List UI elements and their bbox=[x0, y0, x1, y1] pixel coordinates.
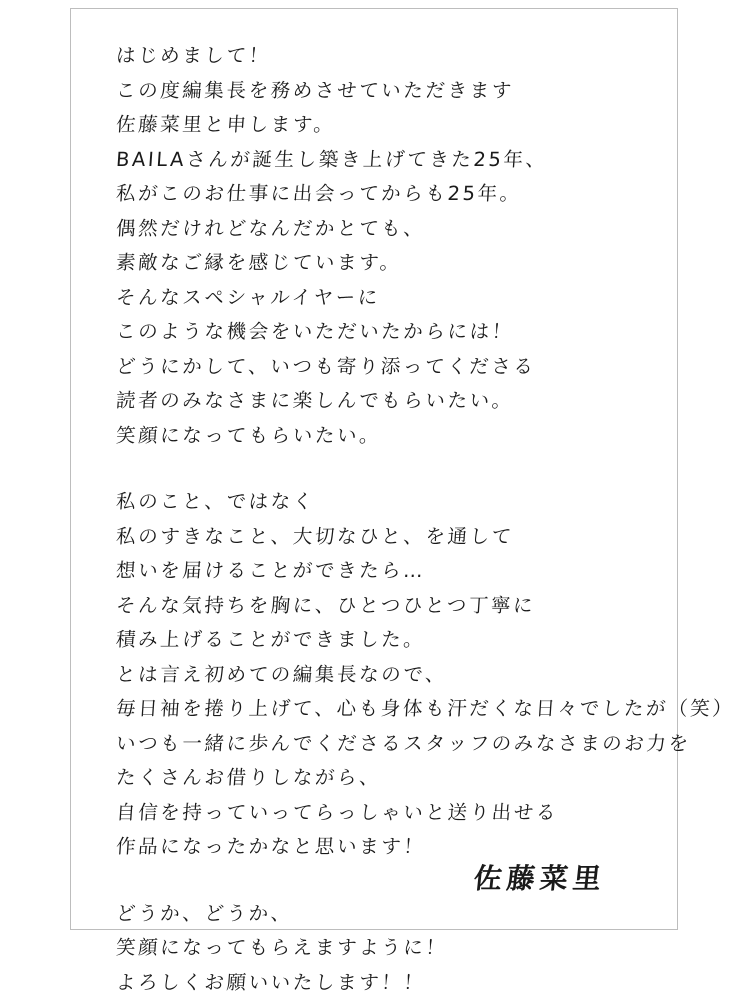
letter-line: 自信を持っていってらっしゃいと送り出せる bbox=[115, 796, 662, 831]
letter-line: 読者のみなさまに楽しんでもらいたい。 bbox=[115, 384, 662, 419]
letter-line: 私がこのお仕事に出会ってからも25年。 bbox=[115, 177, 662, 212]
letter-line: 佐藤菜里と申します。 bbox=[115, 108, 662, 143]
letter-line: 想いを届けることができたら… bbox=[115, 554, 662, 589]
signature: 佐藤菜里 bbox=[472, 857, 608, 897]
letter-line: BAILAさんが誕生し築き上げてきた25年、 bbox=[115, 143, 662, 178]
letter-line: 積み上げることができました。 bbox=[115, 623, 662, 658]
handwritten-letter-card bbox=[70, 8, 678, 930]
letter-line: 笑顔になってもらいたい。 bbox=[115, 419, 662, 454]
letter-line: 私のすきなこと、大切なひと、を通して bbox=[115, 520, 662, 555]
letter-line: 笑顔になってもらえますように！ bbox=[115, 931, 662, 966]
letter-line: いつも一緒に歩んでくださるスタッフのみなさまのお力を bbox=[115, 727, 662, 762]
letter-line: 私のこと、ではなく bbox=[115, 485, 662, 520]
paragraph-gap bbox=[116, 453, 661, 485]
letter-line: 偶然だけれどなんだかとても、 bbox=[115, 212, 662, 247]
letter-line: そんな気持ちを胸に、ひとつひとつ丁寧に bbox=[115, 589, 662, 624]
letter-line: この度編集長を務めさせていただきます bbox=[115, 74, 662, 109]
letter-line: はじめまして！ bbox=[115, 39, 662, 74]
letter-body bbox=[116, 39, 661, 1000]
letter-line: よろしくお願いいたします！！ bbox=[115, 966, 662, 1000]
letter-line: 作品になったかなと思います！ bbox=[115, 830, 662, 865]
letter-line: どうか、どうか、 bbox=[115, 897, 662, 932]
letter-line: どうにかして、いつも寄り添ってくださる bbox=[115, 350, 662, 385]
letter-line: 毎日袖を捲り上げて、心も身体も汗だくな日々でしたが（笑） bbox=[115, 692, 662, 727]
letter-line: そんなスペシャルイヤーに bbox=[115, 281, 662, 316]
letter-line: 素敵なご縁を感じています。 bbox=[115, 246, 662, 281]
letter-line: このような機会をいただいたからには！ bbox=[115, 315, 662, 350]
letter-line: たくさんお借りしながら、 bbox=[115, 761, 662, 796]
letter-line: とは言え初めての編集長なので、 bbox=[115, 658, 662, 693]
